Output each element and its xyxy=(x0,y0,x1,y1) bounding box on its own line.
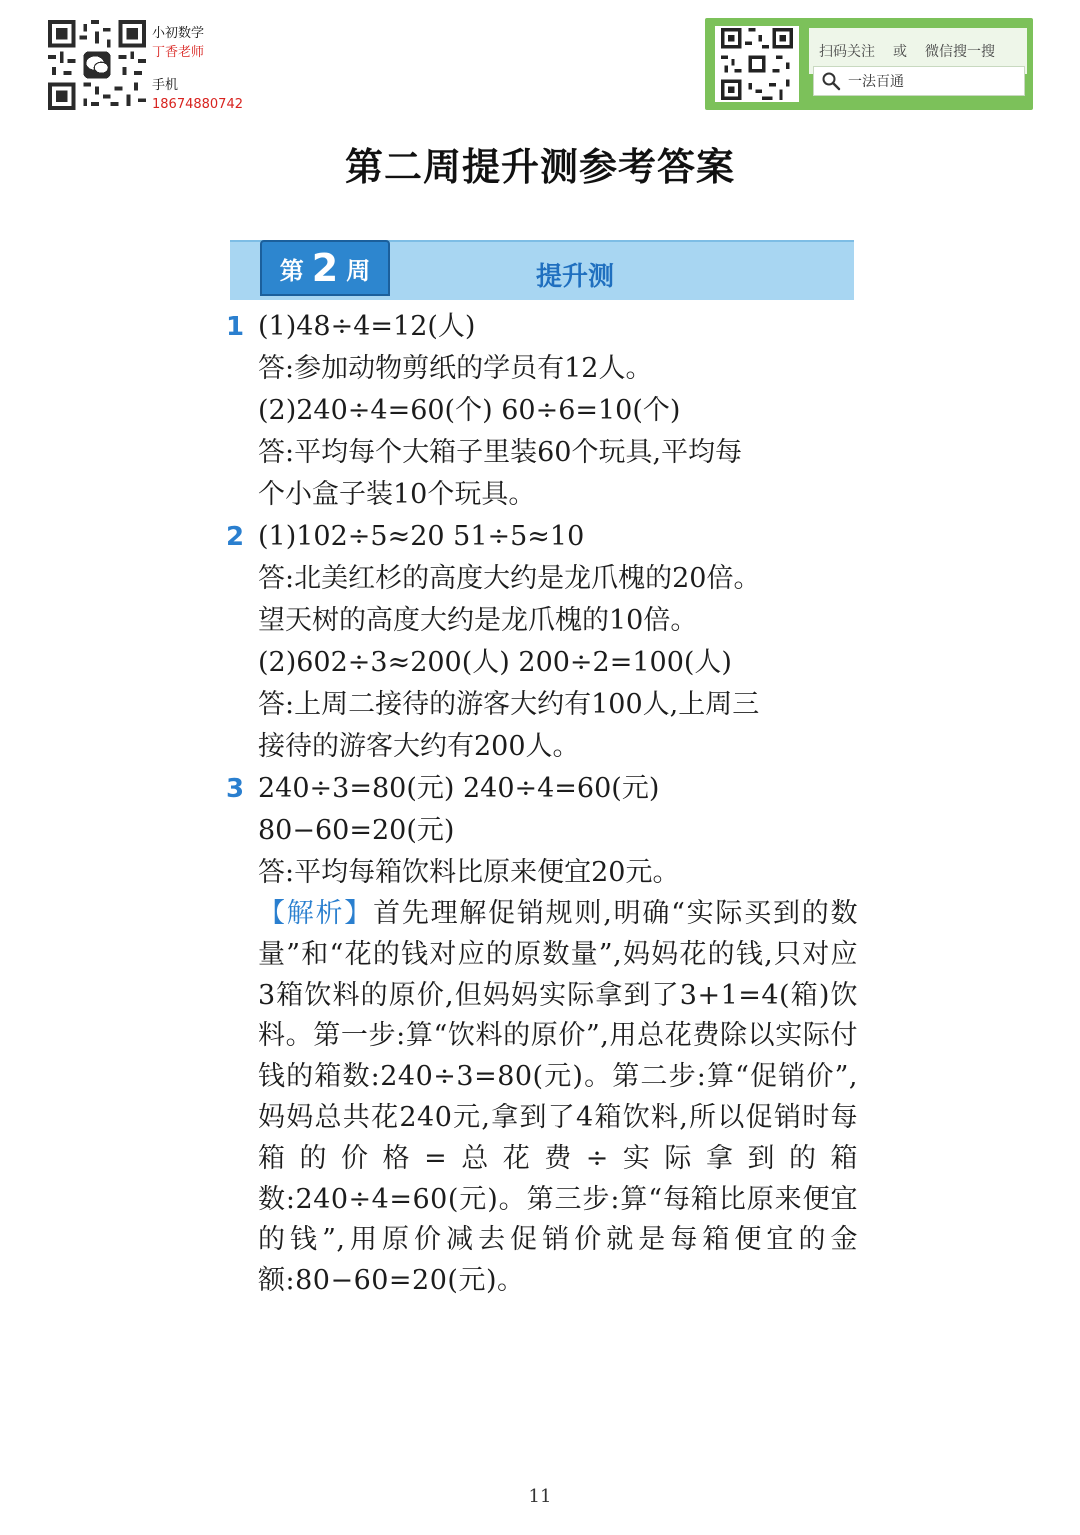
answer-line: (1)48÷4=12(人) xyxy=(258,311,476,342)
answer-line: 答:参加动物剪纸的学员有12人。 xyxy=(258,353,653,384)
question-number: 1 xyxy=(226,312,245,342)
section-banner xyxy=(230,240,854,300)
qr-code-icon[interactable] xyxy=(48,20,146,110)
contact-phone[interactable]: 18674880742 xyxy=(152,97,243,112)
or-label: 或 xyxy=(893,44,907,60)
question-3 xyxy=(226,768,858,1302)
week-number: 2 xyxy=(311,246,339,290)
search-card xyxy=(705,18,1033,110)
contact-subject: 小初数学 xyxy=(152,26,205,41)
contact-phone-label: 手机 xyxy=(152,78,179,93)
answer-line: (2)602÷3≈200(人) 200÷2=100(人) xyxy=(258,647,732,678)
search-value: 一法百通 xyxy=(848,74,904,90)
search-icon[interactable] xyxy=(814,71,848,91)
answer-line: 个小盒子装10个玩具。 xyxy=(258,479,536,510)
analysis-tag: 【解析】 xyxy=(258,898,374,929)
search-input[interactable] xyxy=(813,66,1025,96)
banner-title: 提升测 xyxy=(536,262,615,292)
page-number: 11 xyxy=(528,1486,552,1507)
answer-line: 答:北美红杉的高度大约是龙爪槐的20倍。 xyxy=(258,563,761,594)
wechat-search-link[interactable]: 微信搜一搜 xyxy=(925,44,995,60)
answer-line: 答:平均每箱饮料比原来便宜20元。 xyxy=(258,857,680,888)
week-tab xyxy=(260,240,390,296)
question-2 xyxy=(226,516,858,768)
page-title: 第二周提升测参考答案 xyxy=(344,144,735,189)
answer-line: (1)102÷5≈20 51÷5≈10 xyxy=(258,521,585,552)
question-number: 3 xyxy=(226,774,245,804)
analysis-paragraph xyxy=(258,894,858,1302)
answer-line: 望天树的高度大约是龙爪槐的10倍。 xyxy=(258,605,698,636)
answer-line: 240÷3=80(元) 240÷4=60(元) xyxy=(258,773,660,804)
qr-code-icon[interactable] xyxy=(715,26,799,102)
question-number: 2 xyxy=(226,522,245,552)
week-prefix: 第 xyxy=(279,256,304,285)
answer-line: 接待的游客大约有200人。 xyxy=(258,731,580,762)
answer-line: (2)240÷4=60(个) 60÷6=10(个) xyxy=(258,395,681,426)
contact-teacher: 丁香老师 xyxy=(152,45,205,60)
answer-line: 答:上周二接待的游客大约有100人,上周三 xyxy=(258,689,760,720)
week-suffix: 周 xyxy=(346,256,371,285)
answer-content xyxy=(226,306,858,1302)
answer-line: 80−60=20(元) xyxy=(258,815,455,846)
question-1 xyxy=(226,306,858,516)
analysis-text: 首先理解促销规则,明确“实际买到的数量”和“花的钱对应的原数量”,妈妈花的钱,只对应3箱饮料的原价,但妈妈实际拿到了3+1=4(箱)饮料。第一步:算“饮料的原价”,用总花费除以实际付钱的箱数:240÷3=80(元)。第二步:算“促销价”,妈妈总共花240元,拿到了4箱饮料,所以促销时每箱的价格=总花费÷实际拿到的箱数:240÷4=60(元)。第三步:算“每箱比原来便宜的钱”,用原价减去促销价就是每箱便宜的金额:80−60=20(元)。 xyxy=(258,898,859,1297)
answer-line: 答:平均每个大箱子里装60个玩具,平均每 xyxy=(258,437,743,468)
contact-block xyxy=(48,20,248,112)
scan-follow-link[interactable]: 扫码关注 xyxy=(819,44,875,60)
